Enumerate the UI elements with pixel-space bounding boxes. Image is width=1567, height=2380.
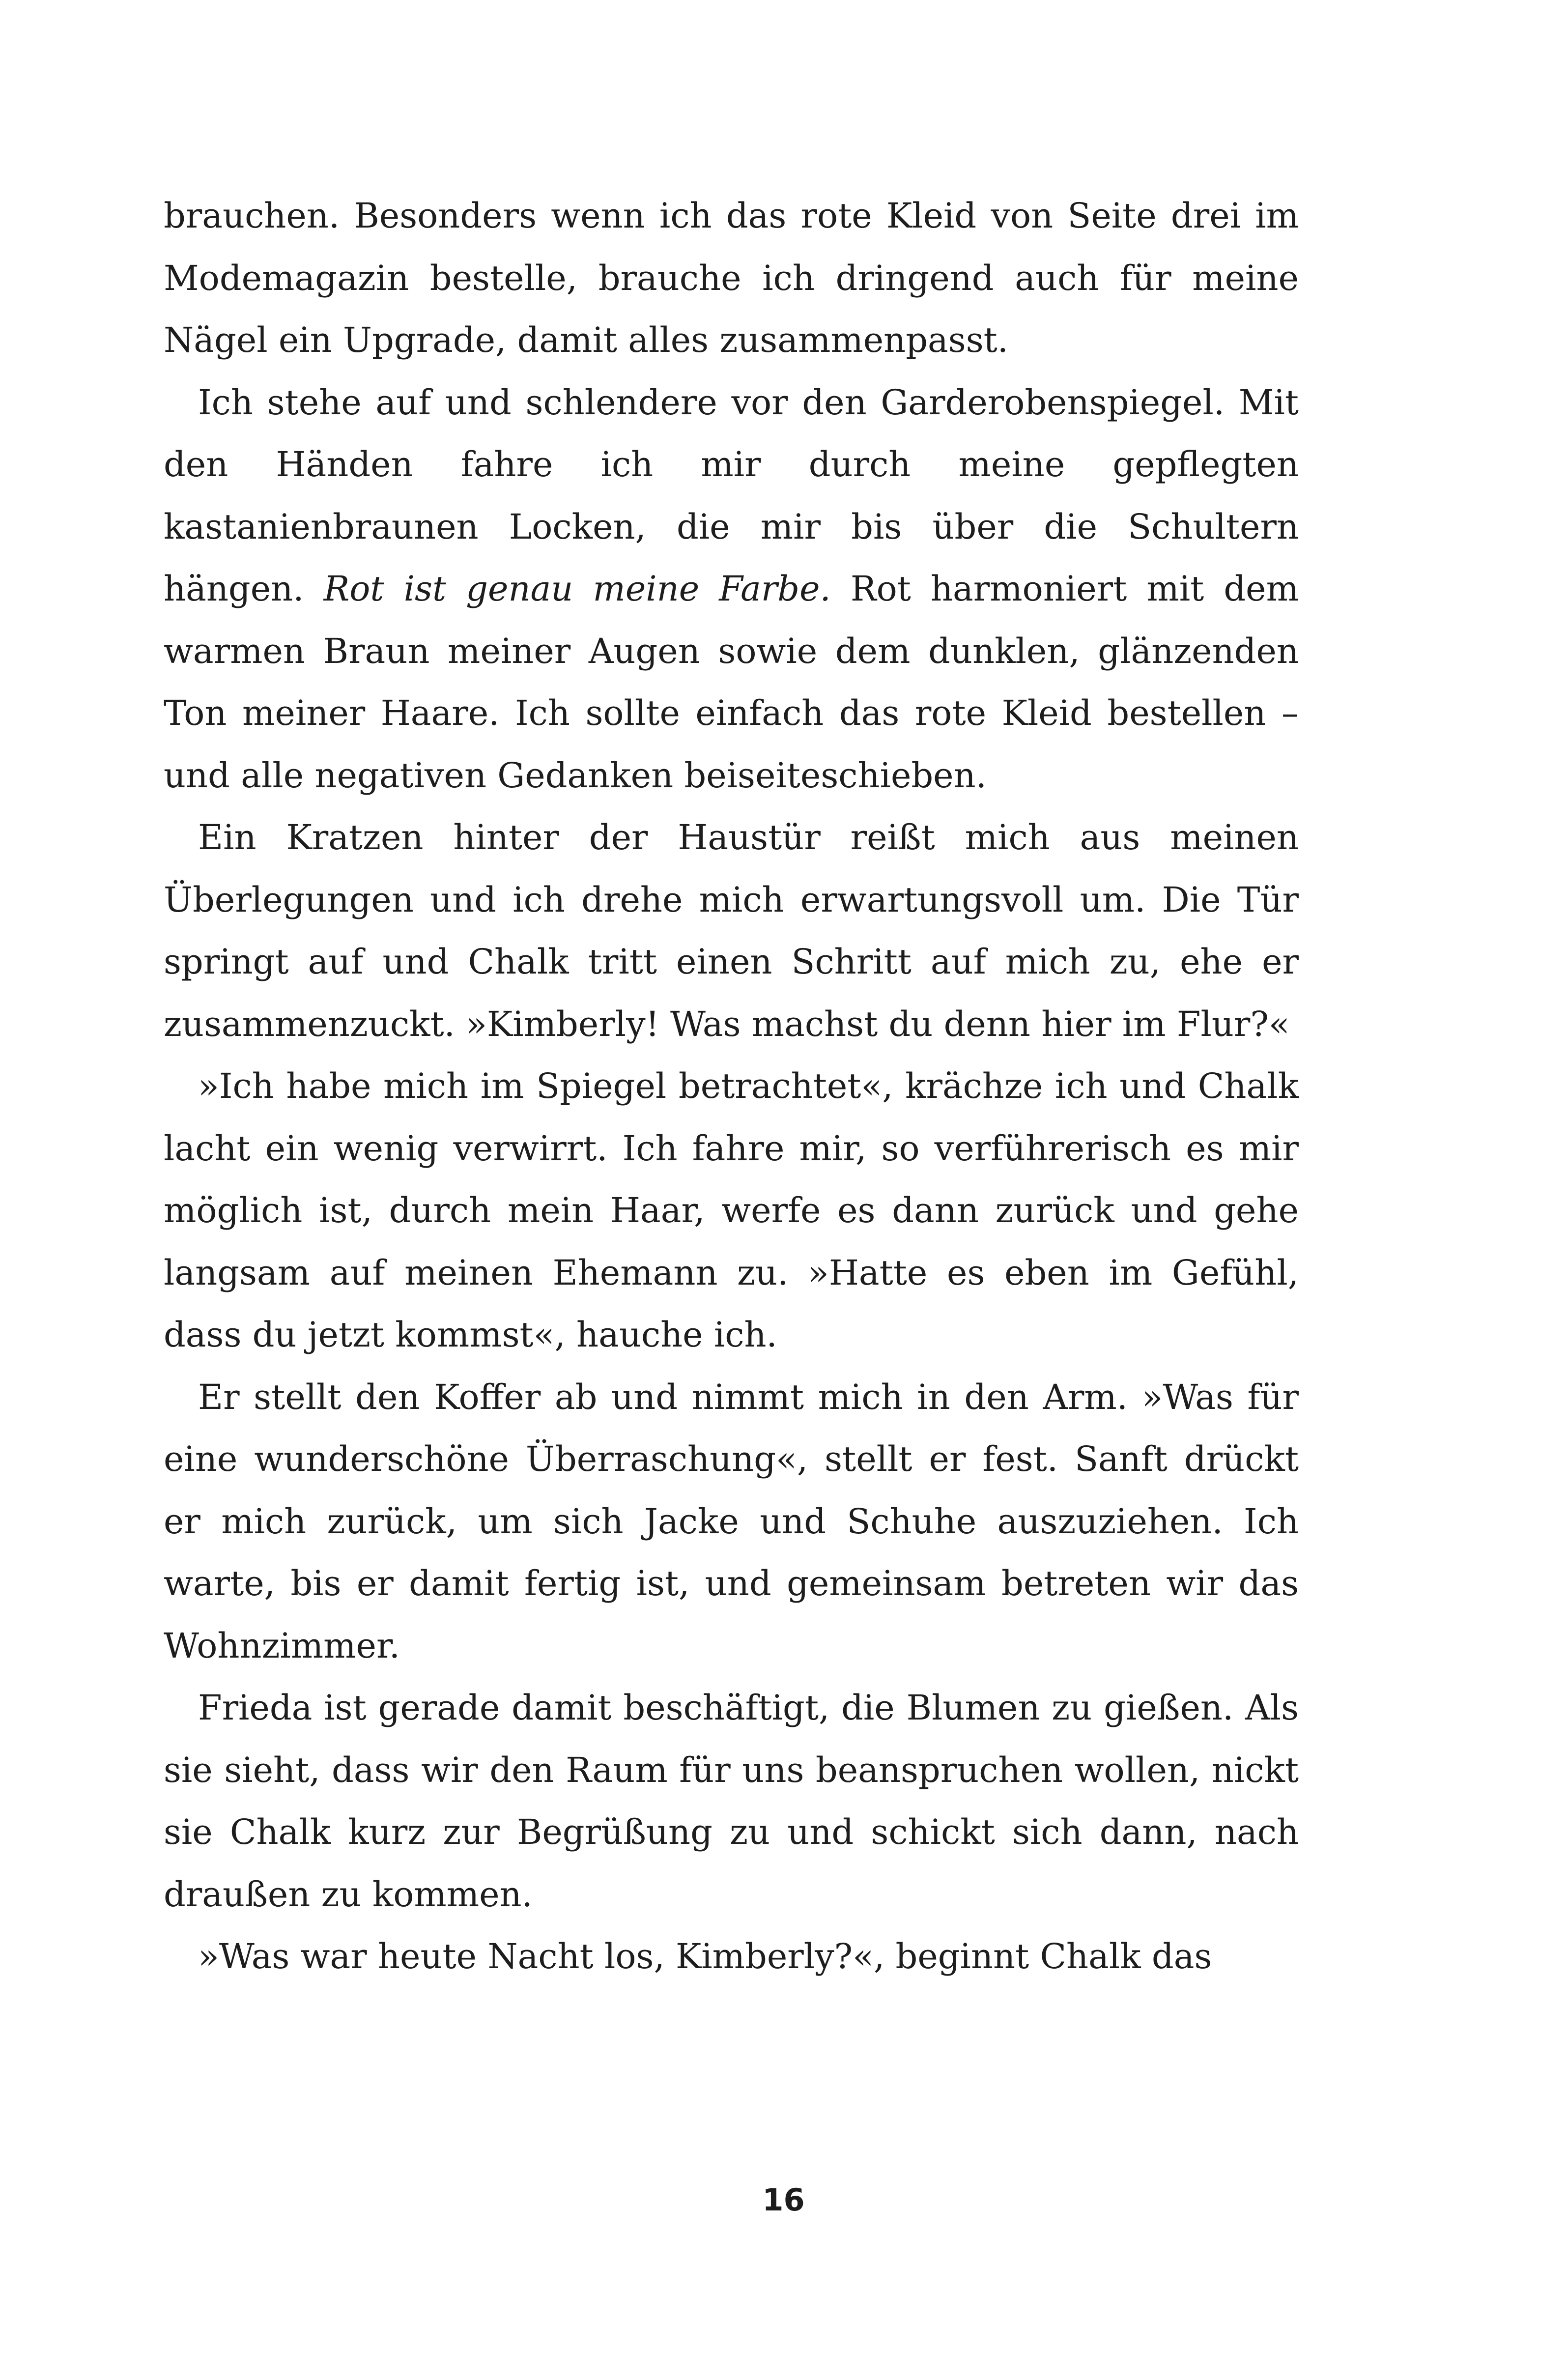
page-number: 16 — [762, 2182, 805, 2218]
paragraph-text: brauchen. Besonders wenn ich das rote Kleid von Seite drei im Modemagazin bestelle, brauche ich dringend auch für meine Nägel ein Upgrade, damit alles zusammenpasst. — [164, 196, 1299, 360]
paragraph-text: Ich stehe auf und schlendere vor den Garderobenspiegel. Mit den Händen fahre ich mir durch meine gepflegten kastanienbraunen Locken, die mir bis über die Schultern hängen. — [164, 382, 1299, 609]
paragraph — [164, 372, 1299, 807]
paragraph-text: Rot harmoniert mit dem warmen Braun meiner Augen sowie dem dunklen, glänzenden Ton meiner Haare. Ich sollte einfach das rote Kleid bestellen – und alle negativen Gedanken beiseiteschieben. — [164, 569, 1299, 796]
paragraph — [164, 1925, 1299, 1988]
body-text — [164, 185, 1299, 1988]
paragraph-text: Frieda ist gerade damit beschäftigt, die Blumen zu gießen. Als sie sieht, dass wir den Raum für uns beanspruchen wollen, nickt sie Chalk kurz zur Begrüßung zu und schickt sich dann, nach draußen zu kommen. — [164, 1688, 1299, 1915]
paragraph — [164, 806, 1299, 1055]
paragraph — [164, 185, 1299, 372]
paragraph — [164, 1055, 1299, 1366]
paragraph-text: Ein Kratzen hinter der Haustür reißt mich aus meinen Überlegungen und ich drehe mich erwartungsvoll um. Die Tür springt auf und Chalk tritt einen Schritt auf mich zu, ehe er zusammenzuckt. »Kimberly! Was machst du denn hier im Flur?« — [164, 817, 1299, 1044]
paragraph — [164, 1366, 1299, 1677]
paragraph-text: Er stellt den Koffer ab und nimmt mich in den Arm. »Was für eine wunderschöne Überraschung«, stellt er fest. Sanft drückt er mich zurück, um sich Jacke und Schuhe auszuziehen. Ich warte, bis er damit fertig ist, und gemeinsam betreten wir das Wohnzimmer. — [164, 1376, 1299, 1666]
italic-phrase: Rot ist genau meine Farbe. — [323, 569, 831, 609]
paragraph — [164, 1677, 1299, 1925]
paragraph-text: »Ich habe mich im Spiegel betrachtet«, krächze ich und Chalk lacht ein wenig verwirrt. Ich fahre mir, so verführerisch es mir möglich ist, durch mein Haar, werfe es dann zurück und gehe langsam auf meinen Ehemann zu. »Hatte es eben im Gefühl, dass du jetzt kommst«, hauche ich. — [164, 1066, 1299, 1355]
paragraph-text: »Was war heute Nacht los, Kimberly?«, beginnt Chalk das — [198, 1936, 1212, 1977]
